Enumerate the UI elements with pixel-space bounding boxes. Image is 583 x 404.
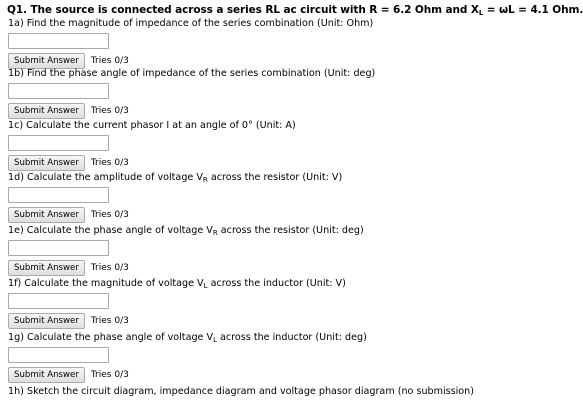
part-1g-submit-button[interactable]: Submit Answer	[8, 367, 85, 383]
part-1c-submit-row	[8, 155, 468, 171]
part-1c-label: 1c) Calculate the current phasor I at an angle of 0° (Unit: A)	[8, 120, 296, 131]
part-1g-label-subscript: L	[213, 336, 217, 344]
part-1f-answer-input[interactable]	[8, 293, 109, 309]
part-1e	[8, 225, 468, 276]
part-1a	[8, 18, 468, 69]
part-1f-submit-row	[8, 313, 468, 329]
part-1d-label-text: 1d) Calculate the amplitude of voltage V	[8, 172, 203, 183]
part-1d-submit-row	[8, 207, 468, 223]
part-1f-label	[8, 278, 468, 290]
part-1a-submit-button[interactable]: Submit Answer	[8, 53, 85, 69]
part-1f-label-text: 1f) Calculate the magnitude of voltage V	[8, 278, 204, 289]
part-1b-label: 1b) Find the phase angle of impedance of the series combination (Unit: deg)	[8, 68, 376, 79]
part-1g-label-text: 1g) Calculate the phase angle of voltage V	[8, 332, 214, 343]
part-1c-answer-input[interactable]	[8, 135, 109, 151]
part-1b	[8, 68, 468, 119]
part-1b-submit-button[interactable]: Submit Answer	[8, 103, 85, 119]
part-1f-tries: Tries 0/3	[90, 316, 129, 326]
part-1e-submit-button[interactable]: Submit Answer	[8, 260, 85, 276]
part-1g-answer-input[interactable]	[8, 347, 109, 363]
part-1d-label-suffix: across the resistor (Unit: V)	[207, 172, 343, 183]
part-1e-label-subscript: R	[212, 229, 218, 237]
part-1g-label	[8, 332, 468, 344]
part-1a-label: 1a) Find the magnitude of impedance of the series combination (Unit: Ohm)	[8, 18, 374, 29]
part-1e-tries: Tries 0/3	[90, 263, 129, 273]
part-1d-label-subscript: R	[202, 176, 208, 184]
question-title-suffix: = ωL = 4.1 Ohm.	[483, 4, 583, 16]
part-1c-submit-button[interactable]: Submit Answer	[8, 155, 85, 171]
part-1c	[8, 120, 468, 171]
part-1e-label	[8, 225, 468, 237]
part-1d	[8, 172, 468, 223]
part-1d-answer-input[interactable]	[8, 187, 109, 203]
part-1e-answer-input[interactable]	[8, 240, 109, 256]
part-1f-label-subscript: L	[203, 282, 208, 290]
part-1e-submit-row	[8, 260, 468, 276]
part-1g-submit-row	[8, 367, 468, 383]
part-1h	[8, 386, 474, 398]
part-1d-submit-button[interactable]: Submit Answer	[8, 207, 85, 223]
part-1e-label-suffix: across the resistor (Unit: deg)	[217, 225, 364, 236]
part-1g-tries: Tries 0/3	[90, 370, 129, 380]
part-1h-label: 1h) Sketch the circuit diagram, impedance diagram and voltage phasor diagram (no submission)	[8, 386, 474, 397]
part-1g	[8, 332, 468, 383]
part-1c-tries: Tries 0/3	[90, 158, 129, 168]
part-1a-submit-row	[8, 53, 468, 69]
part-1a-tries: Tries 0/3	[90, 56, 129, 66]
part-1a-answer-input[interactable]	[8, 33, 109, 49]
part-1f-label-suffix: across the inductor (Unit: V)	[207, 278, 346, 289]
question-title-subscript: L	[478, 9, 484, 17]
part-1f	[8, 278, 468, 329]
question-title	[7, 4, 583, 16]
part-1d-tries: Tries 0/3	[90, 210, 129, 220]
part-1b-submit-row	[8, 103, 468, 119]
question-title-text: Q1. The source is connected across a series RL ac circuit with R = 6.2 Ohm and X	[7, 4, 479, 16]
part-1b-answer-input[interactable]	[8, 83, 109, 99]
part-1e-label-text: 1e) Calculate the phase angle of voltage V	[8, 225, 213, 236]
part-1d-label	[8, 172, 468, 184]
part-1g-label-suffix: across the inductor (Unit: deg)	[216, 332, 367, 343]
part-1b-tries: Tries 0/3	[90, 106, 129, 116]
part-1f-submit-button[interactable]: Submit Answer	[8, 313, 85, 329]
